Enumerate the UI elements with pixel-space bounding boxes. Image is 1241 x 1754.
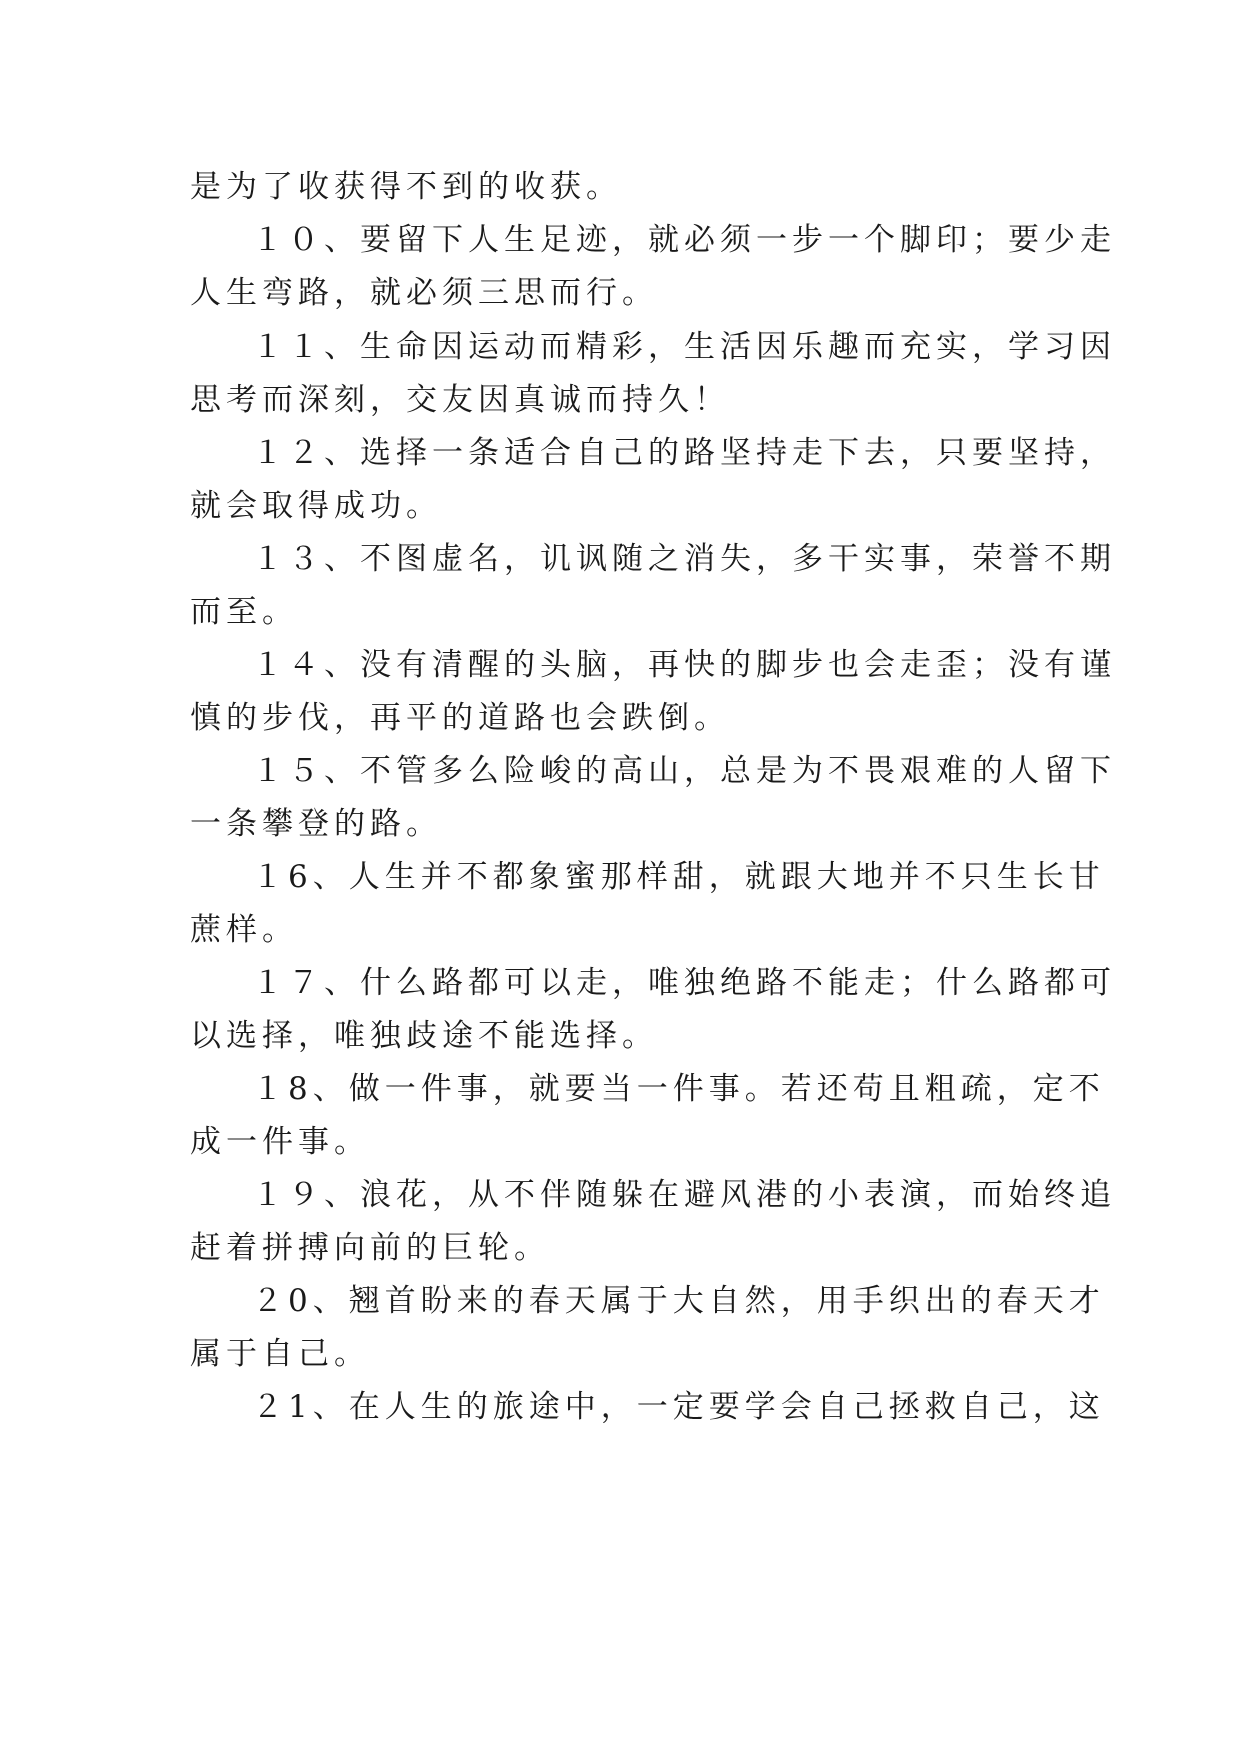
text-line: 属于自己。 <box>190 1336 370 1372</box>
text-line: 就会取得成功。 <box>190 488 442 524</box>
text-line: 蔗样。 <box>190 912 298 948</box>
text-line: 思考而深刻，交友因真诚而持久！ <box>190 382 730 418</box>
text-line: １４、没有清醒的头脑，再快的脚步也会走歪；没有谨 <box>252 647 1116 683</box>
text-line: 是为了收获得不到的收获。 <box>190 169 622 205</box>
text-line: 慎的步伐，再平的道路也会跌倒。 <box>190 700 730 736</box>
text-line: 以选择，唯独歧途不能选择。 <box>190 1018 658 1054</box>
text-line: １３、不图虚名，讥讽随之消失，多干实事，荣誉不期 <box>252 541 1116 577</box>
text-line: 成一件事。 <box>190 1124 370 1160</box>
text-line: １７、什么路都可以走，唯独绝路不能走；什么路都可 <box>252 965 1116 1001</box>
text-line: １１、生命因运动而精彩，生活因乐趣而充实，学习因 <box>252 329 1116 365</box>
text-line: １6、人生并不都象蜜那样甜，就跟大地并不只生长甘 <box>252 859 1105 895</box>
text-line: 一条攀登的路。 <box>190 806 442 842</box>
text-line: １５、不管多么险峻的高山，总是为不畏艰难的人留下 <box>252 753 1116 789</box>
text-line: 赶着拼搏向前的巨轮。 <box>190 1230 550 1266</box>
text-line: 人生弯路，就必须三思而行。 <box>190 275 658 311</box>
text-line: １９、浪花，从不伴随躲在避风港的小表演，而始终追 <box>252 1177 1116 1213</box>
text-line: ２0、翘首盼来的春天属于大自然，用手织出的春天才 <box>252 1283 1105 1319</box>
text-line: ２1、在人生的旅途中，一定要学会自己拯救自己，这 <box>252 1389 1105 1425</box>
text-line: １8、做一件事，就要当一件事。若还苟且粗疏，定不 <box>252 1071 1105 1107</box>
text-line: １２、选择一条适合自己的路坚持走下去，只要坚持， <box>252 435 1116 471</box>
text-line: 而至。 <box>190 594 298 630</box>
text-line: １０、要留下人生足迹，就必须一步一个脚印；要少走 <box>252 222 1116 258</box>
